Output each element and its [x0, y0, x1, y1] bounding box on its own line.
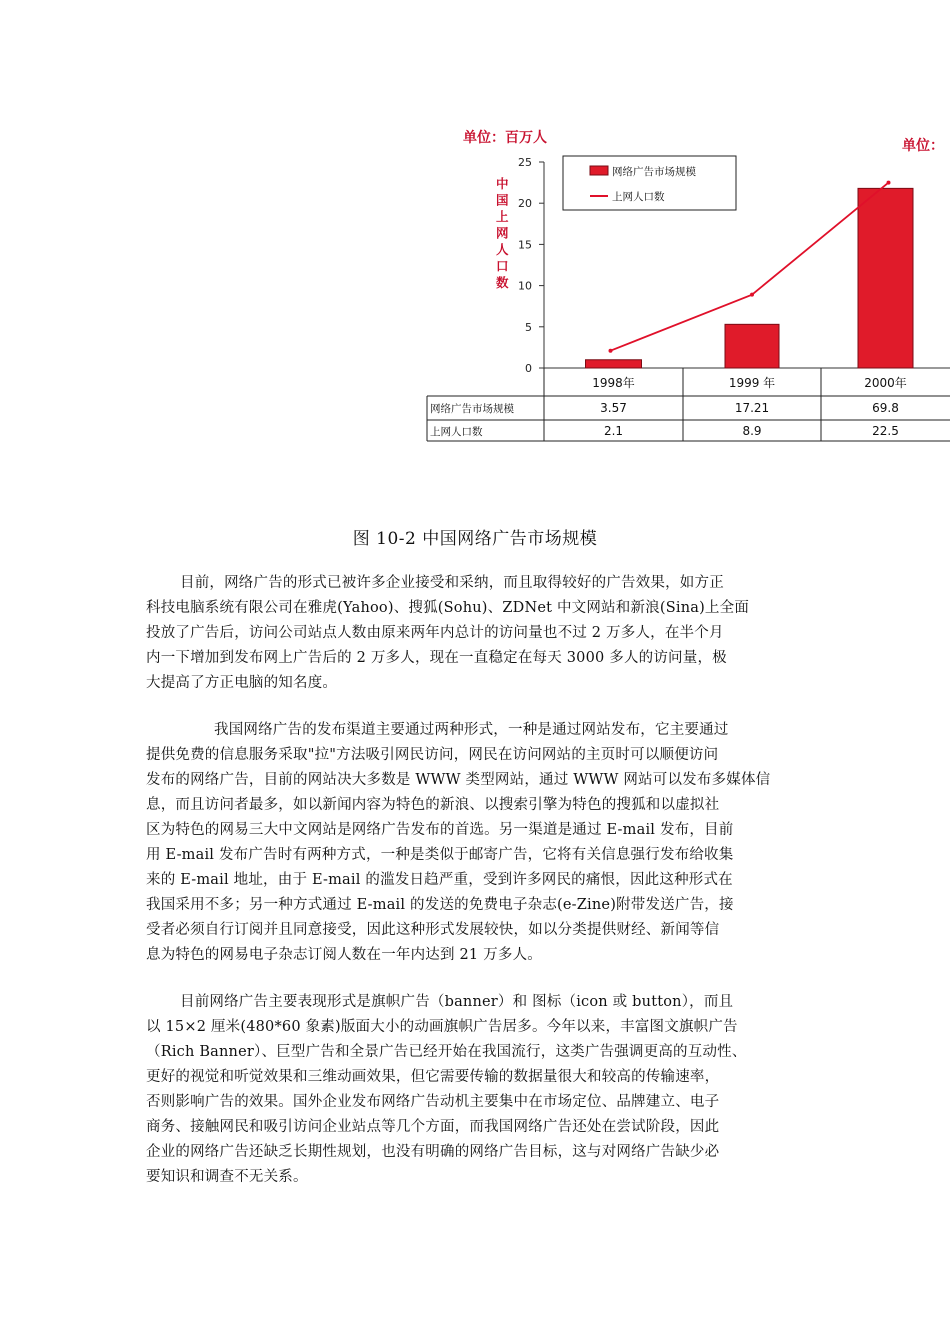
paragraph-line: （Rich Banner）、巨型广告和全景广告已经开始在我国流行，这类广告强调更高的互动性、 [146, 1044, 747, 1060]
y-tick-label: 20 [518, 197, 532, 211]
bar-1 [586, 360, 642, 368]
unit-label-right: 单位： [902, 138, 944, 154]
line-point-3 [887, 181, 891, 185]
paragraph-line: 更好的视觉和听觉效果和三维动画效果，但它需要传输的数据量很大和较高的传输速率， [146, 1069, 720, 1085]
chart-svg [0, 0, 950, 460]
y-axis-label: 中国上网人口数 [496, 176, 509, 290]
x-tick-label: 1999 年 [728, 376, 776, 390]
x-tick-label: 2000年 [864, 376, 907, 390]
table-cell: 22.5 [872, 424, 899, 438]
y-tick-label: 5 [525, 320, 532, 334]
table-cell: 3.57 [600, 401, 627, 415]
paragraph-2 [146, 718, 816, 968]
table-row-label: 上网人口数 [430, 426, 483, 438]
paragraph-line: 投放了广告后，访问公司站点人数由原来两年内总计的访问量也不过 2 万多人，在半个月 [146, 625, 724, 641]
paragraph-line: 大提高了方正电脑的知名度。 [146, 675, 338, 691]
paragraph-line: 区为特色的网易三大中文网站是网络广告发布的首选。另一渠道是通过 E-mail 发布，目前 [146, 822, 734, 838]
table-row-label: 网络广告市场规模 [430, 403, 514, 415]
paragraph-line: 来的 E-mail 地址，由于 E-mail 的滥发日趋严重，受到许多网民的痛恨，因此这种形式在 [146, 872, 733, 888]
paragraph-line: 以 15×2 厘米(480*60 象素)版面大小的动画旗帜广告居多。今年以来，丰富图文旗帜广告 [146, 1019, 738, 1035]
legend-swatch-bar [590, 166, 608, 175]
x-tick-label: 1998年 [592, 376, 635, 390]
table-cell: 17.21 [734, 401, 770, 415]
paragraph-line: 否则影响广告的效果。国外企业发布网络广告动机主要集中在市场定位、品牌建立、电子 [146, 1094, 720, 1110]
paragraph-line: 目前网络广告主要表现形式是旗帜广告（banner）和 图标（icon 或 button），而且 [180, 994, 734, 1010]
paragraph-line: 提供免费的信息服务采取"拉"方法吸引网民访问，网民在访问网站的主页时可以顺便访问 [146, 747, 719, 763]
y-tick-label: 25 [518, 156, 532, 169]
paragraph-line: 要知识和调查不无关系。 [146, 1169, 308, 1185]
legend-label-bar: 网络广告市场规模 [612, 166, 696, 178]
chart-figure [0, 0, 950, 460]
paragraph-line: 我国采用不多；另一种方式通过 E-mail 的发送的免费电子杂志(e-Zine)附带发送广告，接 [146, 897, 734, 913]
y-tick-label: 10 [518, 279, 532, 293]
paragraph-line: 内一下增加到发布网上广告后的 2 万多人，现在一直稳定在每天 3000 多人的访问量，极 [146, 650, 727, 666]
table-cell: 8.9 [742, 424, 762, 438]
table-cell: 69.8 [872, 401, 899, 415]
paragraph-line: 发布的网络广告，目前的网站决大多数是 WWW 类型网站，通过 WWW 网站可以发布多媒体信 [146, 772, 771, 788]
paragraph-line: 息，而且访问者最多，如以新闻内容为特色的新浪、以搜索引擎为特色的搜狐和以虚拟社 [146, 797, 720, 813]
y-tick-label: 15 [518, 238, 532, 252]
paragraph-3 [146, 990, 816, 1190]
paragraph-line: 用 E-mail 发布广告时有两种方式，一种是类似于邮寄广告，它将有关信息强行发布给收集 [146, 847, 734, 863]
line-point-1 [609, 349, 613, 353]
legend-label-line: 上网人口数 [612, 191, 665, 203]
bar-2 [725, 324, 779, 368]
line-point-2 [750, 293, 754, 297]
unit-label-left: 单位：百万人 [463, 130, 547, 146]
paragraph-line: 目前，网络广告的形式已被许多企业接受和采纳，而且取得较好的广告效果，如方正 [180, 575, 724, 591]
figure-caption: 图 10-2 中国网络广告市场规模 [352, 529, 598, 549]
paragraph-line: 商务、接触网民和吸引访问企业站点等几个方面，而我国网络广告还处在尝试阶段，因此 [146, 1119, 720, 1135]
table-cell: 2.1 [603, 424, 624, 438]
paragraph-line: 受者必须自行订阅并且同意接受，因此这种形式发展较快，如以分类提供财经、新闻等信 [146, 922, 720, 938]
paragraph-line: 我国网络广告的发布渠道主要通过两种形式，一种是通过网站发布，它主要通过 [214, 722, 729, 738]
bar-3 [858, 188, 913, 368]
y-tick-label: 0 [525, 362, 532, 375]
paragraph-line: 科技电脑系统有限公司在雅虎(Yahoo)、搜狐(Sohu)、ZDNet 中文网站和新浪(Sina)上全面 [146, 600, 750, 616]
paragraph-line: 企业的网络广告还缺乏长期性规划，也没有明确的网络广告目标，这与对网络广告缺少必 [146, 1144, 720, 1160]
paragraph-line: 息为特色的网易电子杂志订阅人数在一年内达到 21 万多人。 [146, 947, 542, 963]
paragraph-1 [146, 571, 816, 696]
